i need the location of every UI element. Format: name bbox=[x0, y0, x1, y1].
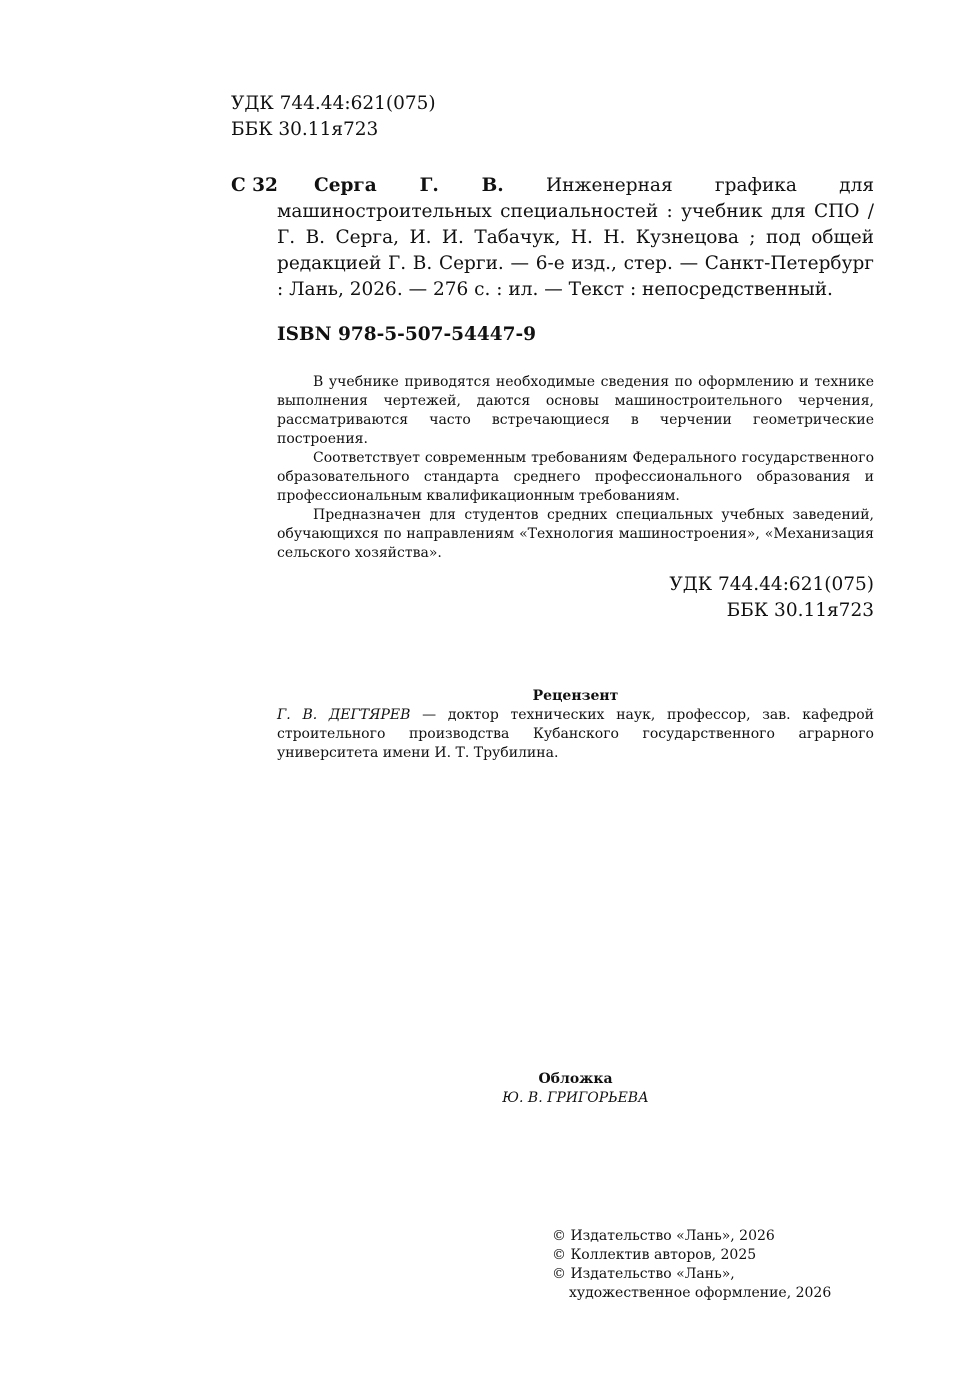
copyright-line: художественное оформление, 2026 bbox=[569, 1285, 832, 1301]
annotation bbox=[277, 373, 874, 563]
reviewer-text bbox=[277, 706, 874, 763]
annotation-paragraph: Предназначен для студентов средних специальных учебных заведений, обучающихся по направлениям «Технология машиностроения», «Механизация сельского хозяйства». bbox=[277, 507, 874, 561]
author-name: Серга Г. В. bbox=[314, 175, 504, 196]
reviewer-name: Г. В. ДЕГТЯРЕВ bbox=[277, 707, 411, 723]
author-mark: С 32 bbox=[231, 175, 278, 196]
classification-bottom bbox=[560, 572, 874, 624]
bbk-code-bottom: ББК 30.11я723 bbox=[726, 600, 874, 621]
cover-block bbox=[277, 1070, 874, 1108]
annotation-paragraph: В учебнике приводятся необходимые сведения по оформлению и технике выполнения чертежей, даются основы машиностроительного черчения, рассматриваются часто встречающиеся в черчении геометрические построения. bbox=[277, 374, 874, 447]
reviewer-description: — доктор технических наук, профессор, зав. кафедрой строительного производства Кубанского государственного аграрного университета имени И. Т. Трубилина. bbox=[277, 707, 874, 761]
udk-code-bottom: УДК 744.44:621(075) bbox=[669, 574, 874, 595]
copyright-line: © Коллектив авторов, 2025 bbox=[552, 1247, 757, 1263]
isbn: ISBN 978-5-507-54447-9 bbox=[277, 324, 537, 345]
annotation-paragraph: Соответствует современным требованиям Федерального государственного образовательного стандарта среднего профессионального образования и профессиональным квалификационным требованиям. bbox=[277, 450, 874, 504]
cover-heading: Обложка bbox=[538, 1071, 613, 1087]
reviewer-block bbox=[277, 687, 874, 763]
reviewer-heading: Рецензент bbox=[532, 688, 619, 704]
bibliographic-description bbox=[277, 173, 874, 303]
copyright-line: © Издательство «Лань», bbox=[552, 1266, 735, 1282]
cover-designer-name: Ю. В. ГРИГОРЬЕВА bbox=[502, 1090, 649, 1106]
bbk-code: ББК 30.11я723 bbox=[231, 119, 379, 140]
classification-top bbox=[231, 91, 436, 143]
copyright-line: © Издательство «Лань», 2026 bbox=[552, 1228, 775, 1244]
description-text: Инженерная графика для машиностроительных специальностей : учебник для СПО / Г. В. Серга, И. И. Табачук, Н. Н. Кузнецова ; под общей редакцией Г. В. Серги. — 6-е изд., стер. — Санкт-Петербург : Лань, 2026. — 276 с. : ил. — Текст : непосредственный. bbox=[277, 175, 874, 300]
copyright-block bbox=[552, 1227, 882, 1303]
udk-code: УДК 744.44:621(075) bbox=[231, 93, 436, 114]
